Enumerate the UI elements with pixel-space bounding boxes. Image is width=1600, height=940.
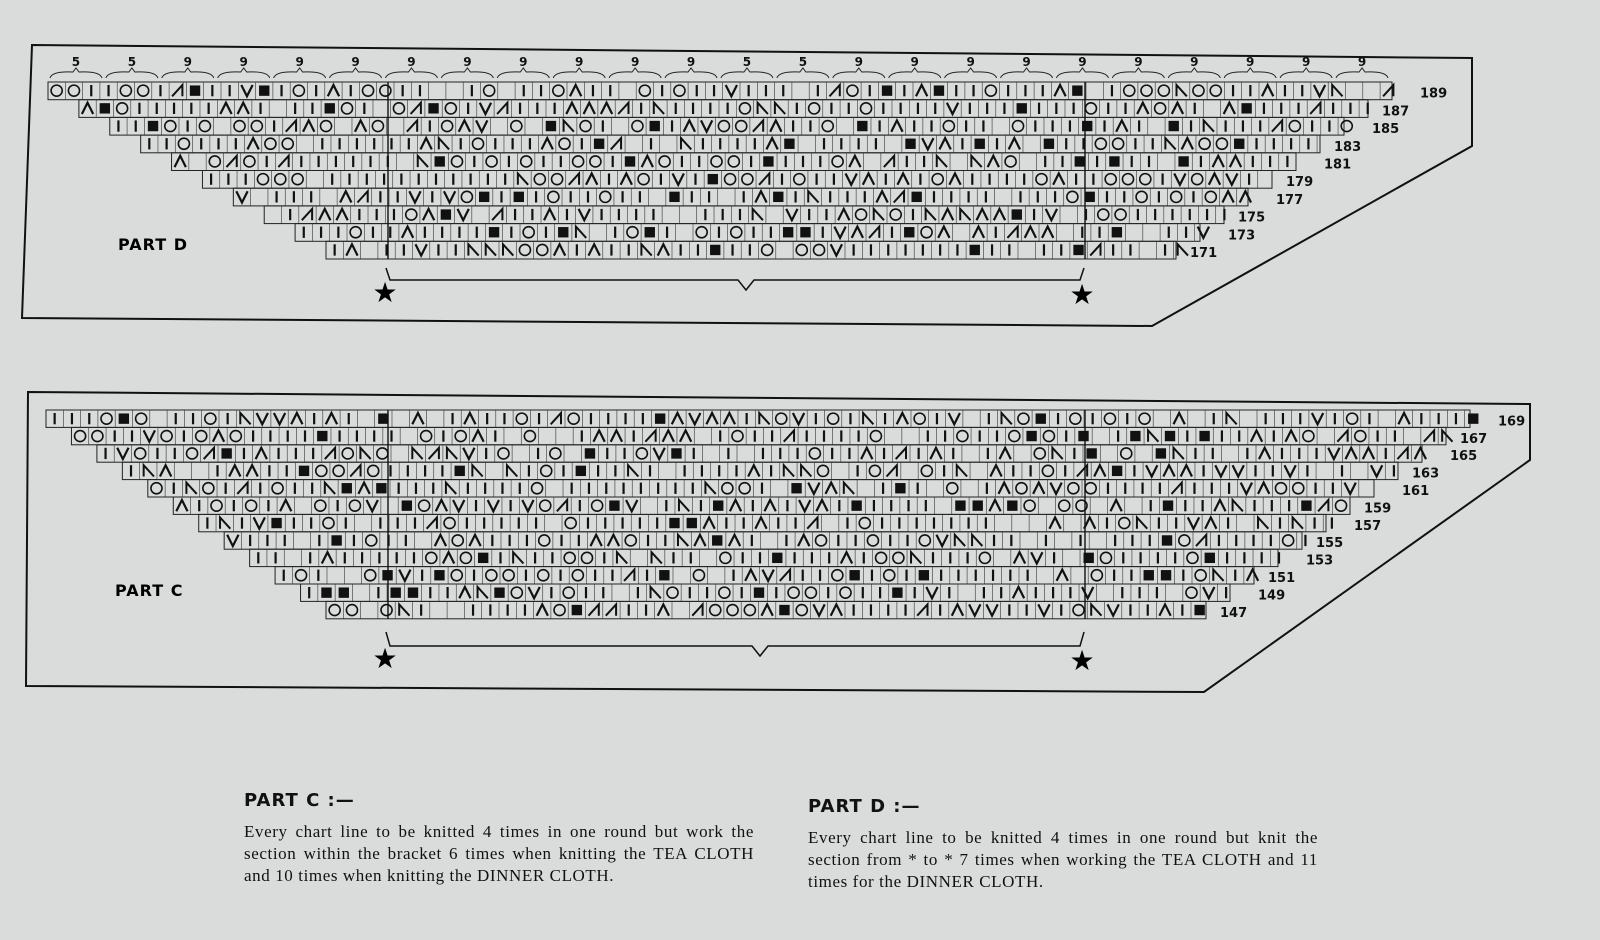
row-number-label: 187: [1382, 104, 1410, 120]
part-d-star-left: ★: [372, 276, 398, 309]
top-count-label: 9: [407, 55, 416, 69]
top-count-label: 9: [519, 55, 528, 69]
top-count-label: 5: [71, 55, 81, 69]
top-count-label: 9: [183, 55, 192, 69]
part-d-heading: PART D :—: [808, 796, 921, 817]
row-number-label: 167: [1460, 431, 1488, 447]
part-d-body: Every chart line to be knitted 4 times in one round but knit the section from * to * 7 times when working the TEA CLOTH and 11 times for the DINNER CLOTH.: [808, 828, 1318, 891]
top-count-label: 5: [798, 55, 808, 69]
row-number-label: 157: [1354, 518, 1382, 534]
top-count-label: 9: [239, 55, 248, 69]
top-count-label: 9: [351, 55, 360, 69]
part-d-instructions: [808, 796, 1318, 893]
top-count-label: 9: [630, 55, 640, 69]
row-number-label: 175: [1238, 210, 1266, 226]
top-count-label: 9: [686, 55, 696, 69]
top-count-label: 9: [295, 55, 304, 69]
top-count-label: 9: [1022, 55, 1031, 69]
row-number-label: 153: [1306, 553, 1334, 569]
row-number-label: 169: [1498, 414, 1526, 430]
top-count-label: 5: [127, 55, 137, 69]
row-number-label: 155: [1316, 536, 1344, 552]
row-number-label: 159: [1364, 501, 1392, 517]
top-count-label: 9: [1190, 55, 1199, 69]
part-c-label: PART C: [115, 581, 184, 600]
top-count-label: 9: [1301, 55, 1311, 69]
part-c-star-right: ★: [1069, 644, 1095, 677]
row-number-label: 171: [1190, 246, 1218, 261]
top-count-label: 9: [1078, 55, 1087, 69]
top-count-label: 9: [854, 55, 863, 69]
part-c-bottom-bracket: [386, 632, 1084, 656]
top-count-label: 9: [966, 55, 975, 69]
row-number-label: 165: [1450, 449, 1478, 465]
row-number-label: 149: [1258, 588, 1286, 604]
part-c-star-left: ★: [372, 642, 398, 675]
row-number-label: 163: [1412, 466, 1440, 482]
part-c-row-numbers: [1220, 414, 1525, 620]
row-number-label: 161: [1402, 484, 1430, 499]
top-count-label: 9: [1134, 55, 1143, 69]
top-count-label: 9: [1246, 55, 1255, 69]
part-c-instructions: [244, 790, 754, 887]
row-number-label: 151: [1268, 571, 1296, 586]
row-number-label: 177: [1276, 192, 1304, 208]
top-count-label: 9: [463, 55, 472, 69]
top-count-label: 9: [910, 55, 919, 69]
row-number-label: 147: [1220, 605, 1248, 621]
part-c-body: Every chart line to be knitted 4 times in one round but work the section within the bracket 6 times when knitting the TEA CLOTH and 10 times when knitting the DINNER CLOTH.: [244, 822, 754, 885]
row-number-label: 185: [1372, 122, 1400, 138]
row-number-label: 189: [1420, 86, 1448, 102]
row-number-label: 173: [1228, 228, 1256, 244]
row-number-label: 183: [1334, 139, 1362, 155]
top-count-label: 5: [742, 55, 752, 69]
row-number-label: 181: [1324, 157, 1352, 173]
top-count-label: 9: [1357, 55, 1367, 69]
part-c-heading: PART C :—: [244, 790, 355, 811]
part-d-star-right: ★: [1069, 278, 1095, 311]
part-d-label: PART D: [118, 235, 189, 254]
top-count-label: 9: [575, 55, 584, 69]
row-number-label: 179: [1286, 175, 1314, 191]
